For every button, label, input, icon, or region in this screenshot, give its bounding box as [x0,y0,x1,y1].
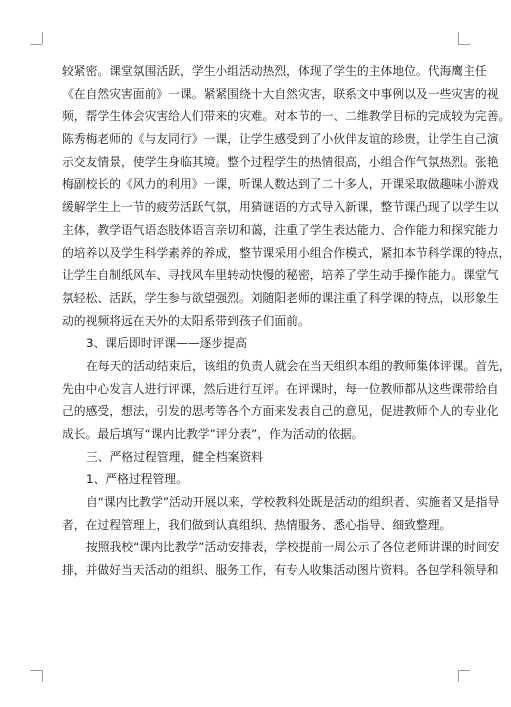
document-body [62,60,511,582]
text-line: 示交友情景，使学生身临其境。整个过程学生的热情很高，小组合作气氛热烈。张艳 [62,154,499,169]
crop-mark-top-left-horizontal [30,44,42,45]
text-line: 缓解学生上一节的疲劳活跃气氛，用猜谜语的方式导入新课，整节课凸现了以学生以 [62,200,499,215]
text-line: 主体，教学语气语态肢体语言亲切和蔼，注重了学生表达能力、合作能力和探究能力 [62,222,499,237]
text-line: 让学生自制纸风车、寻找风车里转动快慢的秘密，培养了学生动手操作能力。课堂气 [62,268,499,283]
crop-mark-bottom-left-vertical [42,670,43,682]
text-line: 成长。最后填写“课内比教学”评分表”，作为活动的依据。 [62,427,364,441]
text-line: 梅副校长的《风力的利用》一课，听课人数达到了二十多人，开课采取做趣味小游戏 [62,177,499,192]
text-line: 氛轻松、活跃，学生参与欲望强烈。刘随阳老师的课注重了科学课的特点，以形象生 [62,290,499,305]
crop-mark-bottom-right-vertical [458,670,459,682]
text-line: 陈秀梅老师的《与友同行》一课，让学生感受到了小伙伴友谊的珍贵，让学生自己演 [62,132,499,147]
text-line: 按照我校“课内比教学”活动安排表，学校提前一周公示了各位老师讲课的时间安 [86,540,500,555]
text-line: 先由中心发言人进行评课，然后进行互评。在评课时，每一位教师都从这些课带给自 [62,381,499,396]
text-line: 3、课后即时评课——逐步提高 [86,336,247,351]
text-line: 排，并做好当天活动的组织、服务工作，有专人收集活动图片资料。各包学科领导和 [62,563,499,578]
text-line: 频，帮学生体会灾害给人们带来的灾难。对本节的一、二维教学目标的完成较为完善。 [62,109,511,124]
text-line: 较紧密。课堂氛围活跃，学生小组活动热烈，体现了学生的主体地位。代海鹰主任 [62,64,487,78]
text-line: 三、严格过程管理，健全档案资料 [86,449,263,464]
text-line: 《在自然灾害面前》一课。紧紧围绕十大自然灾害，联系文中事例以及一些灾害的视 [62,86,499,101]
text-line: 动的视频将远在天外的太阳系带到孩子们面前。 [62,313,310,328]
text-line: 己的感受，想法，引发的思考等各个方面来发表自己的意见，促进教师个人的专业化 [62,404,499,419]
text-line: 自“课内比教学”活动开展以来，学校教科处既是活动的组织者、实施者又是指导 [86,495,500,510]
text-line: 的培养以及学生科学素养的养成，整节课采用小组合作模式，紧扣本节科学课的特点， [62,245,511,260]
crop-mark-top-left-vertical [42,32,43,44]
crop-mark-top-right-horizontal [458,44,470,45]
text-line: 者，在过程管理上，我们做到认真组织、热情服务、悉心指导、细致整理。 [62,517,452,532]
text-line: 1、严格过程管理。 [86,472,188,487]
crop-mark-bottom-right-horizontal [458,670,470,671]
crop-mark-bottom-left-horizontal [30,670,42,671]
crop-mark-top-right-vertical [458,32,459,44]
text-line: 在每天的活动结束后，该组的负责人就会在当天组织本组的教师集体评课。首先， [86,358,511,373]
